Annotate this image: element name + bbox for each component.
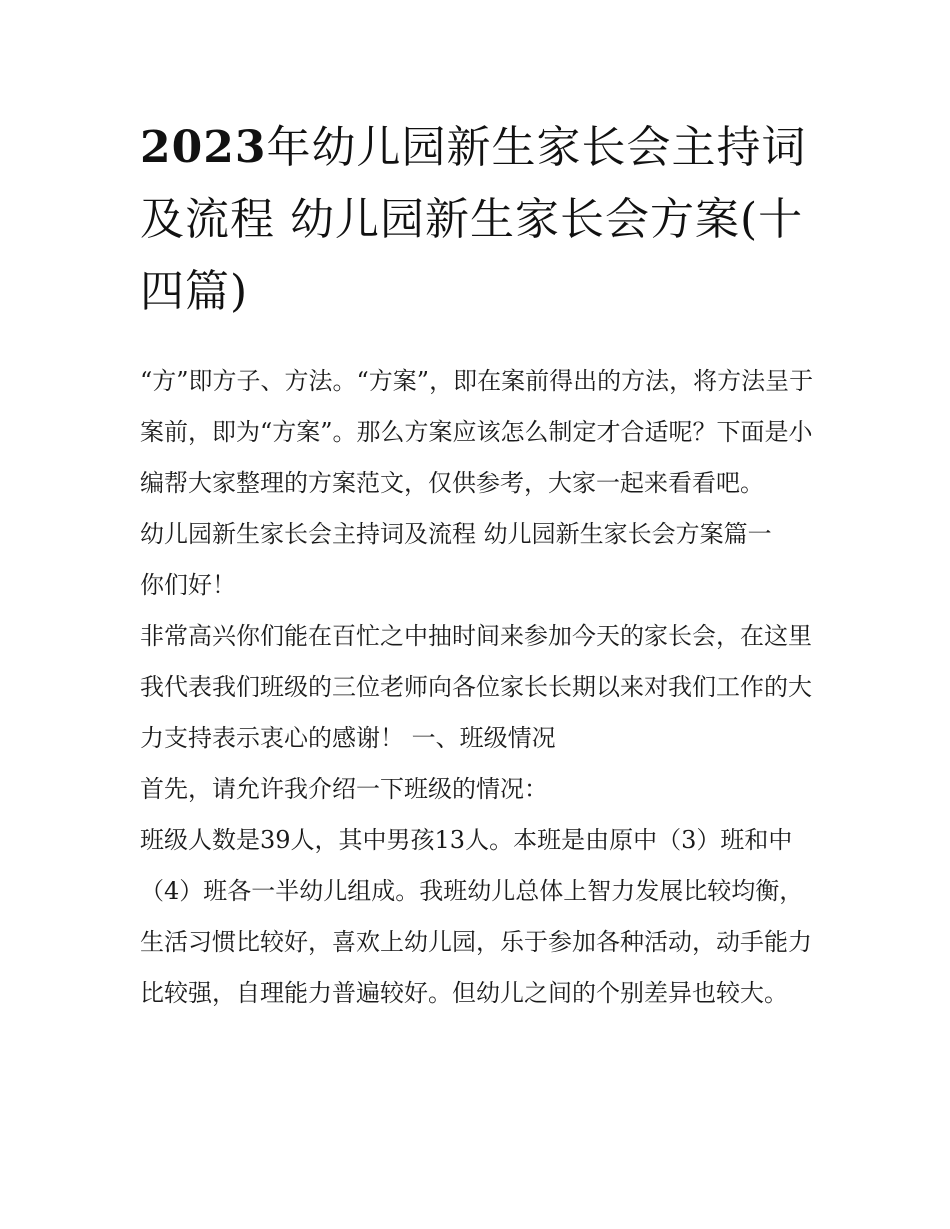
document-title bbox=[140, 112, 820, 328]
class-details-paragraph: 班级人数是39人，其中男孩13人。本班是由原中（3）班和中（4）班各一半幼儿组成。我班幼儿总体上智力发展比较均衡，生活习惯比较好，喜欢上幼儿园，乐于参加各种活动，动手能力比较强，自理能力普遍较好。但幼儿之间的个别差异也较大。 bbox=[140, 826, 812, 1007]
section-heading: 幼儿园新生家长会主持词及流程 幼儿园新生家长会方案篇一 bbox=[140, 520, 772, 548]
title-year: 2023 bbox=[140, 122, 267, 173]
class-intro-paragraph: 首先，请允许我介绍一下班级的情况： bbox=[140, 775, 548, 803]
intro-paragraph: “方”即方子、方法。“方案”，即在案前得出的方法，将方法呈于案前，即为“方案”。那么方案应该怎么制定才合适呢？下面是小编帮大家整理的方案范文，仅供参考，大家一起来看看吧。 bbox=[140, 367, 814, 497]
document-body bbox=[140, 356, 820, 1019]
greeting-paragraph: 你们好！ bbox=[140, 571, 236, 599]
title-text: 年幼儿园新生家长会主持词及流程 幼儿园新生家长会方案(十四篇) bbox=[140, 122, 807, 317]
thanks-paragraph: 非常高兴你们能在百忙之中抽时间来参加今天的家长会，在这里我代表我们班级的三位老师向各位家长长期以来对我们工作的大力支持表示衷心的感谢！ 一、班级情况 bbox=[140, 622, 812, 752]
